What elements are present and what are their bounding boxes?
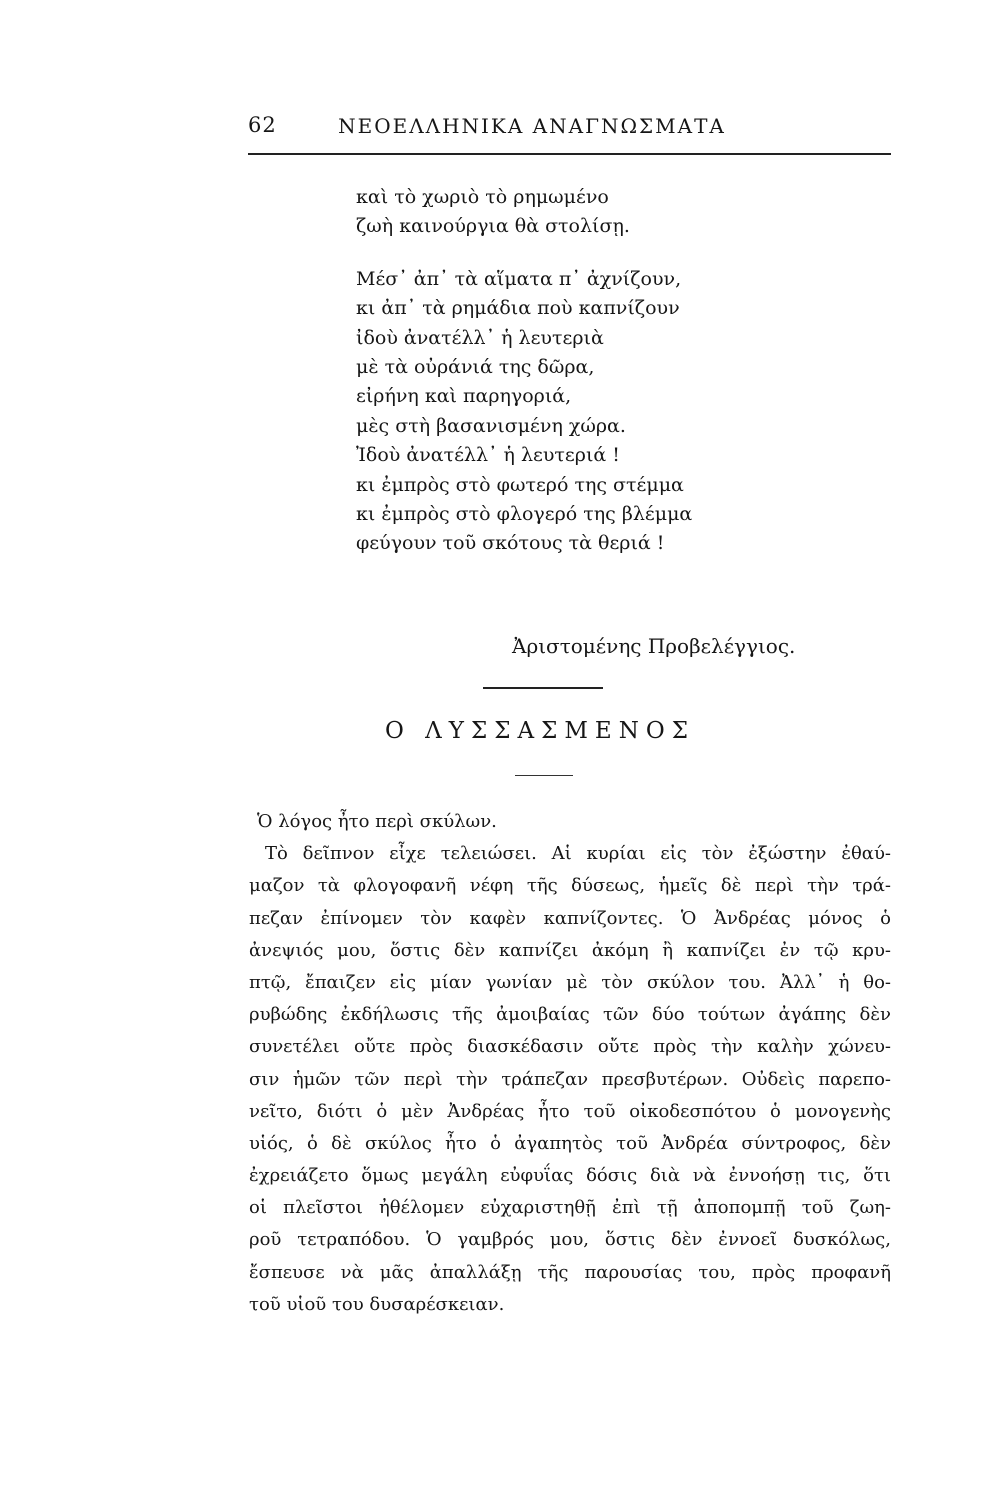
prose-line: οἱ πλεῖστοι ἠθέλομεν εὐχαριστηθῇ ἐπὶ τῇ ἀποπομπῇ τοῦ ζωη- (249, 1197, 891, 1219)
running-title: ΝΕΟΕΛΛΗΝΙΚΑ ΑΝΑΓΝΩΣΜΑΤΑ (338, 114, 726, 138)
poem-stanza (356, 265, 836, 559)
prose-line: σιν ἡμῶν τῶν περὶ τὴν τράπεζαν πρεσβυτέρων. Οὐδεὶς παρεπο- (249, 1068, 891, 1090)
prose-line: πεζαν ἐπίνομεν τὸν καφὲν καπνίζοντες. Ὁ Ἀνδρέας μόνος ὁ (249, 907, 891, 929)
prose-line: ἀνεψιός μου, ὅστις δὲν καπνίζει ἀκόμη ἢ καπνίζει ἐν τῷ κρυ- (249, 939, 891, 961)
title-underline (515, 775, 573, 776)
prose-line: τοῦ υἱοῦ του δυσαρέσκειαν. (249, 1293, 505, 1315)
poem-line: κι ἐμπρὸς στὸ φωτερό της στέμμα (356, 473, 684, 496)
poem-line: ἰδοὺ ἀνατέλλ᾿ ἡ λευτεριὰ (356, 326, 604, 349)
section-divider (483, 687, 603, 689)
poem-line: μὲ τὰ οὐράνιά της δῶρα, (356, 355, 595, 378)
prose-body (249, 806, 891, 1321)
poem-line: μὲς στὴ βασανισμένη χώρα. (356, 414, 626, 437)
poem-stanza (356, 183, 836, 242)
poem-line: καὶ τὸ χωριὸ τὸ ρημωμένο (356, 186, 609, 208)
prose-line: υἱός, ὁ δὲ σκύλος ἦτο ὁ ἀγαπητὸς τοῦ Ἀνδρέα σύντροφος, δὲν (249, 1132, 891, 1154)
poem-line: ζωὴ καινούργια θὰ στολίσῃ. (356, 215, 630, 238)
prose-line: Τὸ δεῖπνον εἶχε τελειώσει. Αἱ κυρίαι εἰς τὸν ἐξώστην ἐθαύ- (265, 843, 891, 865)
prose-line: πτῷ, ἔπαιζεν εἰς μίαν γωνίαν μὲ τὸν σκύλον του. Ἀλλ᾿ ἡ θο- (249, 971, 891, 993)
prose-line: μαζον τὰ φλογοφανῆ νέφη τῆς δύσεως, ἡμεῖς δὲ περὶ τὴν τρά- (249, 875, 891, 897)
prose-line: νεῖτο, διότι ὁ μὲν Ἀνδρέας ἦτο τοῦ οἰκοδεσπότου ὁ μονογενὴς (249, 1100, 891, 1122)
poem-line: Μέσ᾿ ἀπ᾿ τὰ αἵματα π᾿ ἀχνίζουν, (356, 267, 682, 290)
prose-line: συνετέλει οὔτε πρὸς διασκέδασιν οὔτε πρὸς τὴν καλὴν χώνευ- (249, 1036, 891, 1058)
poem-line: Ἰδοὺ ἀνατέλλ᾿ ἡ λευτεριά ! (356, 444, 620, 467)
poem (356, 183, 836, 582)
poem-author: Ἀριστομένης Προβελέγγιος. (512, 634, 796, 658)
page-number: 62 (248, 113, 277, 137)
prose-line: ρυβώδης ἐκδήλωσις τῆς ἀμοιβαίας τῶν δύο τούτων ἀγάπης δὲν (249, 1004, 891, 1026)
poem-line: κι ἐμπρὸς στὸ φλογερό της βλέμμα (356, 502, 693, 525)
poem-line: φεύγουν τοῦ σκότους τὰ θεριά ! (356, 532, 665, 555)
poem-line: κι ἀπ᾿ τὰ ρημάδια ποὺ καπνίζουν (356, 297, 680, 320)
prose-line: ροῦ τετραπόδου. Ὁ γαμβρός μου, ὅστις δὲν ἐννοεῖ δυσκόλως, (249, 1229, 891, 1251)
prose-line: ἔσπευσε νὰ μᾶς ἀπαλλάξῃ τῆς παρουσίας του, πρὸς προφανῆ (249, 1261, 891, 1283)
section-title: Ο ΛΥΣΣΑΣΜΕΝΟΣ (385, 718, 695, 744)
prose-line: ἐχρειάζετο ὅμως μεγάλη εὐφυΐας δόσις διὰ νὰ ἐννοήσῃ τις, ὅτι (249, 1165, 891, 1187)
prose-line: Ὁ λόγος ἦτο περὶ σκύλων. (257, 811, 497, 832)
poem-line: εἰρήνη καὶ παρηγοριά, (356, 385, 572, 408)
header-rule (248, 153, 891, 155)
